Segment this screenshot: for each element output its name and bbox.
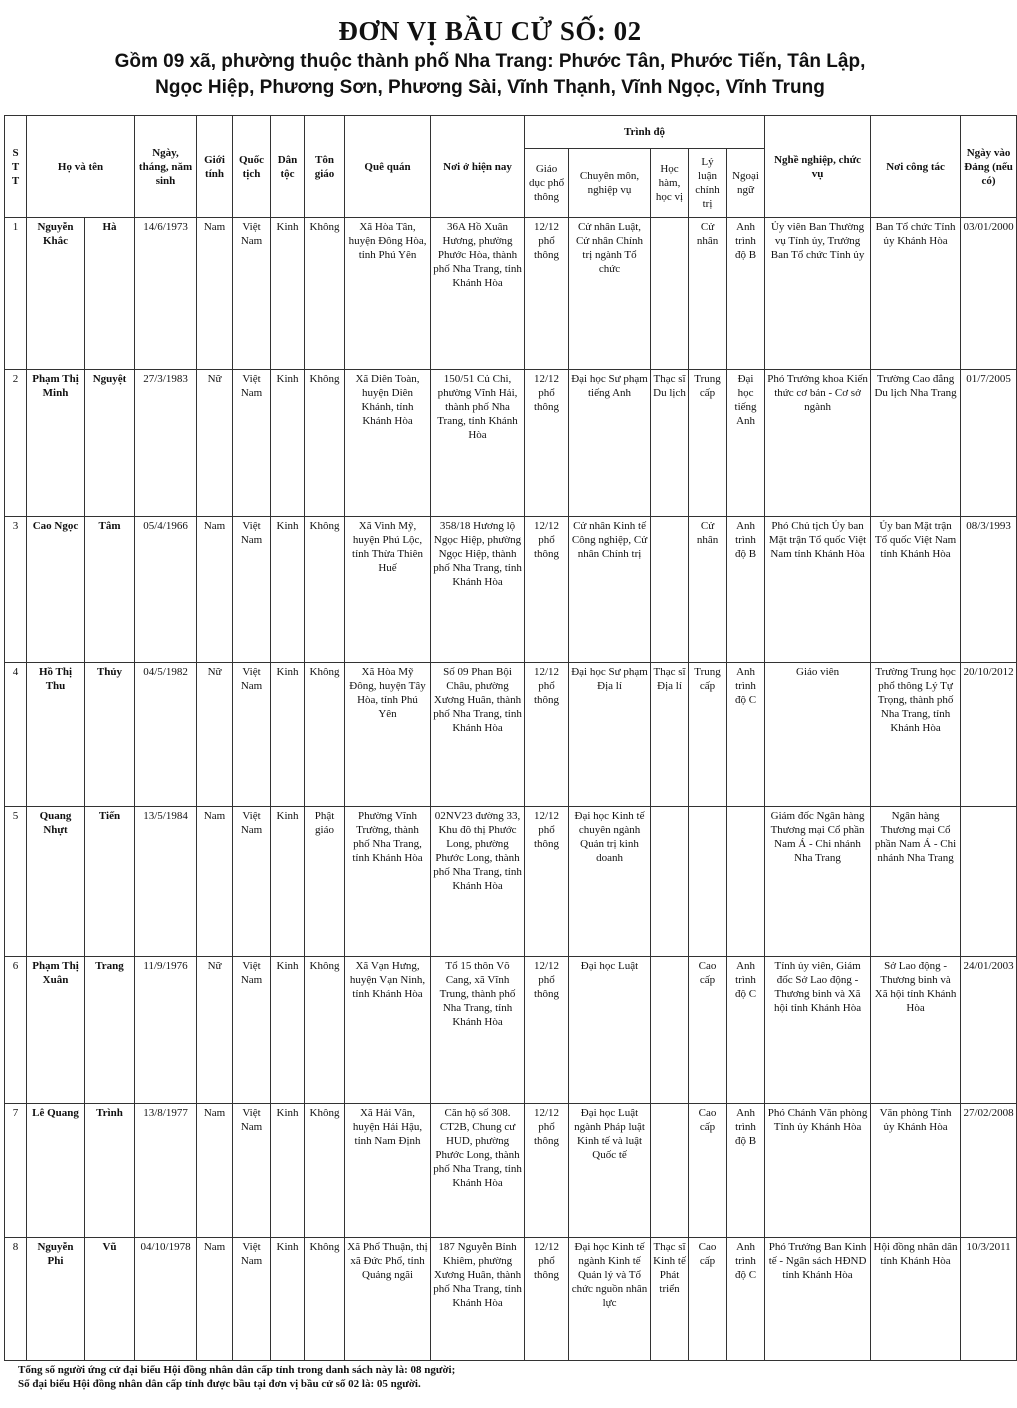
cell-ngoai-ngu: Anh trình độ B	[727, 218, 765, 370]
cell-gioi-tinh: Nam	[197, 1104, 233, 1238]
cell-quoc-tich: Việt Nam	[233, 807, 271, 957]
header-quoc-tich: Quốc tịch	[233, 116, 271, 218]
cell-giao-duc: 12/12 phổ thông	[525, 1238, 569, 1361]
page-title: ĐƠN VỊ BẦU CỬ SỐ: 02	[338, 16, 642, 46]
header-stt	[5, 116, 27, 218]
cell-nghe-nghiep: Giám đốc Ngân hàng Thương mại Cổ phần Nam Á - Chi nhánh Nha Trang	[765, 807, 871, 957]
cell-noi-o: 02NV23 đường 33, Khu đô thị Phước Long, phường Phước Long, thành phố Nha Trang, tỉnh Khánh Hòa	[431, 807, 525, 957]
subtitle-line-1: Gồm 09 xã, phường thuộc thành phố Nha Trang: Phước Tân, Phước Tiến, Tân Lập,	[114, 51, 866, 72]
cell-giao-duc: 12/12 phổ thông	[525, 218, 569, 370]
cell-chuyen-mon: Đại học Kinh tế ngành Kinh tế Quản lý và Tổ chức nguồn nhân lực	[569, 1238, 651, 1361]
cell-stt: 6	[5, 957, 27, 1104]
cell-noi-o: 358/18 Hương lộ Ngọc Hiệp, phường Ngọc Hiệp, thành phố Nha Trang, tỉnh Khánh Hòa	[431, 517, 525, 663]
header-noi-cong-tac: Nơi công tác	[871, 116, 961, 218]
cell-quoc-tich: Việt Nam	[233, 218, 271, 370]
cell-que-quan: Phường Vĩnh Trường, thành phố Nha Trang, tỉnh Khánh Hòa	[345, 807, 431, 957]
cell-hoc-ham	[651, 218, 689, 370]
cell-ngoai-ngu: Anh trình độ B	[727, 517, 765, 663]
cell-ten: Thủy	[85, 663, 135, 807]
cell-ho: Quang Nhựt	[27, 807, 85, 957]
cell-que-quan: Xã Vinh Mỹ, huyện Phú Lộc, tỉnh Thừa Thiên Huế	[345, 517, 431, 663]
cell-que-quan: Xã Hòa Tân, huyện Đông Hòa, tỉnh Phú Yên	[345, 218, 431, 370]
cell-ngoai-ngu: Đại học tiếng Anh	[727, 370, 765, 517]
header-noi-o: Nơi ở hiện nay	[431, 116, 525, 218]
cell-noi-o: Số 09 Phan Bội Châu, phường Xương Huân, thành phố Nha Trang, tỉnh Khánh Hòa	[431, 663, 525, 807]
cell-que-quan: Xã Hải Vân, huyện Hải Hậu, tỉnh Nam Định	[345, 1104, 431, 1238]
cell-ngoai-ngu: Anh trình độ C	[727, 1238, 765, 1361]
cell-hoc-ham: Thạc sĩ Du lịch	[651, 370, 689, 517]
cell-ngay-vao-dang: 24/01/2003	[961, 957, 1017, 1104]
cell-ngay-vao-dang: 03/01/2000	[961, 218, 1017, 370]
cell-nghe-nghiep: Tỉnh ủy viên, Giám đốc Sở Lao động - Thương binh và Xã hội tỉnh Khánh Hòa	[765, 957, 871, 1104]
header-ho-ten: Họ và tên	[27, 116, 135, 218]
cell-que-quan: Xã Diên Toàn, huyện Diên Khánh, tỉnh Khánh Hòa	[345, 370, 431, 517]
cell-ngoai-ngu: Anh trình độ C	[727, 663, 765, 807]
cell-ho: Lê Quang	[27, 1104, 85, 1238]
cell-gioi-tinh: Nữ	[197, 957, 233, 1104]
cell-chuyen-mon: Đại học Kinh tế chuyên ngành Quản trị kinh doanh	[569, 807, 651, 957]
cell-nghe-nghiep: Phó Chánh Văn phòng Tỉnh ủy Khánh Hòa	[765, 1104, 871, 1238]
cell-nghe-nghiep: Phó Trưởng khoa Kiến thức cơ bản - Cơ sở ngành	[765, 370, 871, 517]
candidate-table	[4, 115, 1017, 1361]
header-ngay-sinh: Ngày, tháng, năm sinh	[135, 116, 197, 218]
cell-stt: 2	[5, 370, 27, 517]
cell-que-quan: Xã Vạn Hưng, huyện Vạn Ninh, tỉnh Khánh Hòa	[345, 957, 431, 1104]
table-row	[5, 957, 1017, 1104]
header-dan-toc: Dân tộc	[271, 116, 305, 218]
cell-ho: Cao Ngọc	[27, 517, 85, 663]
cell-stt: 3	[5, 517, 27, 663]
header-nghe-nghiep: Nghề nghiệp, chức vụ	[765, 116, 871, 218]
cell-gioi-tinh: Nữ	[197, 370, 233, 517]
cell-quoc-tich: Việt Nam	[233, 370, 271, 517]
candidate-rows	[5, 218, 1017, 1361]
subtitle-line-2: Ngọc Hiệp, Phương Sơn, Phương Sài, Vĩnh Thạnh, Vĩnh Ngọc, Vĩnh Trung	[155, 77, 825, 98]
header-stt-t2: T	[11, 174, 20, 187]
cell-dan-toc: Kinh	[271, 1238, 305, 1361]
cell-ngay-sinh: 27/3/1983	[135, 370, 197, 517]
cell-noi-cong-tac: Trường Cao đẳng Du lịch Nha Trang	[871, 370, 961, 517]
header-que-quan: Quê quán	[345, 116, 431, 218]
cell-dan-toc: Kinh	[271, 370, 305, 517]
cell-chuyen-mon: Đại học Luật	[569, 957, 651, 1104]
cell-ho: Nguyễn Khắc	[27, 218, 85, 370]
cell-chuyen-mon: Cử nhân Kinh tế Công nghiệp, Cử nhân Chính trị	[569, 517, 651, 663]
cell-ly-luan: Cử nhân	[689, 517, 727, 663]
header-stt-t1: T	[11, 160, 20, 173]
cell-ngay-sinh: 04/5/1982	[135, 663, 197, 807]
header-ngoai-ngu: Ngoại ngữ	[727, 149, 765, 218]
cell-ngay-sinh: 05/4/1966	[135, 517, 197, 663]
cell-ton-giao: Không	[305, 218, 345, 370]
cell-nghe-nghiep: Ủy viên Ban Thường vụ Tỉnh ủy, Trưởng Ban Tổ chức Tỉnh ủy	[765, 218, 871, 370]
header-hoc-ham: Học hàm, học vị	[651, 149, 689, 218]
cell-giao-duc: 12/12 phổ thông	[525, 1104, 569, 1238]
cell-gioi-tinh: Nữ	[197, 663, 233, 807]
cell-chuyen-mon: Đại học Luật ngành Pháp luật Kinh tế và luật Quốc tế	[569, 1104, 651, 1238]
cell-ngay-sinh: 14/6/1973	[135, 218, 197, 370]
cell-noi-cong-tac: Hội đồng nhân dân tỉnh Khánh Hòa	[871, 1238, 961, 1361]
header-ly-luan: Lý luận chính trị	[689, 149, 727, 218]
cell-nghe-nghiep: Phó Chủ tịch Ủy ban Mặt trận Tổ quốc Việt Nam tỉnh Khánh Hòa	[765, 517, 871, 663]
cell-ton-giao: Không	[305, 1238, 345, 1361]
cell-stt: 7	[5, 1104, 27, 1238]
cell-quoc-tich: Việt Nam	[233, 1238, 271, 1361]
cell-noi-cong-tac: Trường Trung học phổ thông Lý Tự Trọng, thành phố Nha Trang, tỉnh Khánh Hòa	[871, 663, 961, 807]
cell-noi-o: 150/51 Củ Chi, phường Vĩnh Hải, thành phố Nha Trang, tỉnh Khánh Hòa	[431, 370, 525, 517]
cell-quoc-tich: Việt Nam	[233, 957, 271, 1104]
cell-gioi-tinh: Nam	[197, 1238, 233, 1361]
cell-gioi-tinh: Nam	[197, 517, 233, 663]
cell-dan-toc: Kinh	[271, 663, 305, 807]
cell-ten: Trình	[85, 1104, 135, 1238]
cell-ngoai-ngu	[727, 807, 765, 957]
table-row	[5, 517, 1017, 663]
cell-quoc-tich: Việt Nam	[233, 1104, 271, 1238]
table-row	[5, 807, 1017, 957]
cell-stt: 4	[5, 663, 27, 807]
cell-ngoai-ngu: Anh trình độ C	[727, 957, 765, 1104]
cell-noi-cong-tac: Ngân hàng Thương mại Cổ phần Nam Á - Chi nhánh Nha Trang	[871, 807, 961, 957]
cell-noi-cong-tac: Sở Lao động - Thương binh và Xã hội tỉnh Khánh Hòa	[871, 957, 961, 1104]
cell-chuyen-mon: Cử nhân Luật, Cử nhân Chính trị ngành Tổ chức	[569, 218, 651, 370]
cell-noi-cong-tac: Văn phòng Tỉnh ủy Khánh Hòa	[871, 1104, 961, 1238]
cell-ly-luan: Cử nhân	[689, 218, 727, 370]
header-gioi-tinh: Giới tính	[197, 116, 233, 218]
cell-dan-toc: Kinh	[271, 807, 305, 957]
header-chuyen-mon: Chuyên môn, nghiệp vụ	[569, 149, 651, 218]
cell-ngoai-ngu: Anh trình độ B	[727, 1104, 765, 1238]
cell-ly-luan: Trung cấp	[689, 370, 727, 517]
cell-ngay-sinh: 04/10/1978	[135, 1238, 197, 1361]
cell-ho: Hồ Thị Thu	[27, 663, 85, 807]
header-stt-s: S	[12, 146, 19, 159]
table-row	[5, 370, 1017, 517]
table-row	[5, 1238, 1017, 1361]
cell-ton-giao: Phật giáo	[305, 807, 345, 957]
cell-ngay-vao-dang: 27/02/2008	[961, 1104, 1017, 1238]
cell-ho: Phạm Thị Xuân	[27, 957, 85, 1104]
cell-ngay-vao-dang: 10/3/2011	[961, 1238, 1017, 1361]
cell-ho: Nguyễn Phi	[27, 1238, 85, 1361]
cell-chuyen-mon: Đại học Sư phạm tiếng Anh	[569, 370, 651, 517]
cell-ngay-sinh: 11/9/1976	[135, 957, 197, 1104]
cell-gioi-tinh: Nam	[197, 218, 233, 370]
cell-ten: Vũ	[85, 1238, 135, 1361]
cell-que-quan: Xã Phổ Thuận, thị xã Đức Phổ, tỉnh Quảng ngãi	[345, 1238, 431, 1361]
summary-footer	[18, 1363, 968, 1391]
cell-ten: Trang	[85, 957, 135, 1104]
cell-nghe-nghiep: Giáo viên	[765, 663, 871, 807]
cell-ton-giao: Không	[305, 370, 345, 517]
cell-noi-o: 187 Nguyễn Bỉnh Khiêm, phường Xương Huân, thành phố Nha Trang, tỉnh Khánh Hòa	[431, 1238, 525, 1361]
cell-noi-cong-tac: Ủy ban Mặt trận Tổ quốc Việt Nam tỉnh Khánh Hòa	[871, 517, 961, 663]
cell-ngay-vao-dang	[961, 807, 1017, 957]
cell-ngay-vao-dang: 01/7/2005	[961, 370, 1017, 517]
cell-stt: 8	[5, 1238, 27, 1361]
table-row	[5, 663, 1017, 807]
table-row	[5, 218, 1017, 370]
cell-giao-duc: 12/12 phổ thông	[525, 957, 569, 1104]
cell-ly-luan	[689, 807, 727, 957]
cell-nghe-nghiep: Phó Trưởng Ban Kinh tế - Ngân sách HĐND tỉnh Khánh Hòa	[765, 1238, 871, 1361]
cell-hoc-ham	[651, 957, 689, 1104]
cell-ngay-sinh: 13/5/1984	[135, 807, 197, 957]
cell-quoc-tich: Việt Nam	[233, 663, 271, 807]
cell-ngay-sinh: 13/8/1977	[135, 1104, 197, 1238]
cell-ly-luan: Cao cấp	[689, 1238, 727, 1361]
cell-ngay-vao-dang: 08/3/1993	[961, 517, 1017, 663]
cell-hoc-ham: Thạc sĩ Địa lí	[651, 663, 689, 807]
cell-ly-luan: Cao cấp	[689, 957, 727, 1104]
cell-chuyen-mon: Đại học Sư phạm Địa lí	[569, 663, 651, 807]
cell-gioi-tinh: Nam	[197, 807, 233, 957]
cell-noi-cong-tac: Ban Tổ chức Tỉnh ủy Khánh Hòa	[871, 218, 961, 370]
cell-noi-o: Tổ 15 thôn Võ Cang, xã Vĩnh Trung, thành phố Nha Trang, tỉnh Khánh Hòa	[431, 957, 525, 1104]
cell-dan-toc: Kinh	[271, 218, 305, 370]
cell-que-quan: Xã Hòa Mỹ Đông, huyện Tây Hòa, tỉnh Phú Yên	[345, 663, 431, 807]
cell-giao-duc: 12/12 phổ thông	[525, 370, 569, 517]
footer-total-candidates: Tổng số người ứng cử đại biểu Hội đồng nhân dân cấp tỉnh trong danh sách này là: 08 người;	[18, 1364, 456, 1376]
cell-ten: Tiến	[85, 807, 135, 957]
cell-quoc-tich: Việt Nam	[233, 517, 271, 663]
cell-ngay-vao-dang: 20/10/2012	[961, 663, 1017, 807]
cell-stt: 1	[5, 218, 27, 370]
cell-noi-o: Căn hộ số 308. CT2B, Chung cư HUD, phường Phước Long, thành phố Nha Trang, tỉnh Khánh Hòa	[431, 1104, 525, 1238]
cell-noi-o: 36A Hồ Xuân Hương, phường Phước Hòa, thành phố Nha Trang, tỉnh Khánh Hòa	[431, 218, 525, 370]
header-trinh-do: Trình độ	[525, 116, 765, 149]
cell-giao-duc: 12/12 phổ thông	[525, 807, 569, 957]
header-giao-duc: Giáo dục phổ thông	[525, 149, 569, 218]
cell-ten: Hà	[85, 218, 135, 370]
cell-ton-giao: Không	[305, 957, 345, 1104]
cell-stt: 5	[5, 807, 27, 957]
cell-hoc-ham: Thạc sĩ Kinh tế Phát triển	[651, 1238, 689, 1361]
cell-ly-luan: Trung cấp	[689, 663, 727, 807]
cell-ho: Phạm Thị Minh	[27, 370, 85, 517]
cell-dan-toc: Kinh	[271, 957, 305, 1104]
table-row	[5, 1104, 1017, 1238]
cell-giao-duc: 12/12 phổ thông	[525, 663, 569, 807]
cell-giao-duc: 12/12 phổ thông	[525, 517, 569, 663]
cell-ly-luan: Cao cấp	[689, 1104, 727, 1238]
cell-dan-toc: Kinh	[271, 517, 305, 663]
footer-elected-count: Số đại biểu Hội đồng nhân dân cấp tỉnh được bầu tại đơn vị bầu cử số 02 là: 05 người.	[18, 1378, 421, 1390]
cell-ten: Nguyệt	[85, 370, 135, 517]
cell-hoc-ham	[651, 517, 689, 663]
cell-ton-giao: Không	[305, 517, 345, 663]
cell-dan-toc: Kinh	[271, 1104, 305, 1238]
cell-ton-giao: Không	[305, 663, 345, 807]
cell-ton-giao: Không	[305, 1104, 345, 1238]
cell-hoc-ham	[651, 807, 689, 957]
header-ngay-vao-dang: Ngày vào Đảng (nếu có)	[961, 116, 1017, 218]
header-ton-giao: Tôn giáo	[305, 116, 345, 218]
cell-hoc-ham	[651, 1104, 689, 1238]
cell-ten: Tâm	[85, 517, 135, 663]
